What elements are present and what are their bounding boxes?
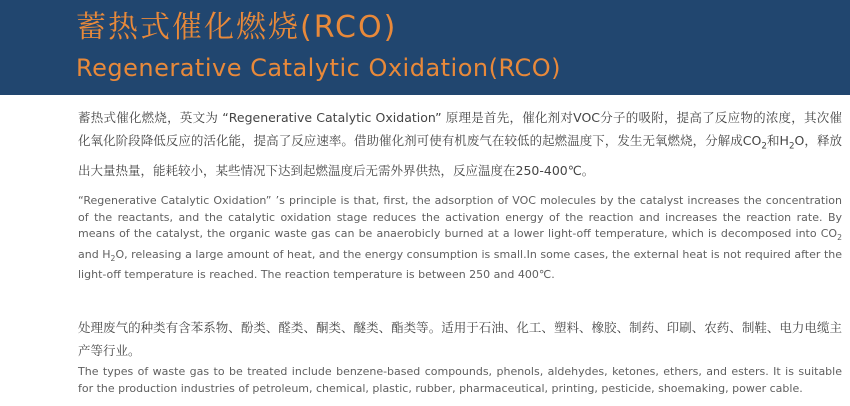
intro-cn-text-1: 蓄热式催化燃烧，英文为 “Regenerative Catalytic Oxidation” 原理是首先，催化剂对VOC分子的吸附，提高了反应物的浓度，其次催化氧化阶段降低反应的活化能，提高了反应速率。借助催化剂可使有机废气在较低的起燃温度下，发生无氧燃烧，分解成CO [78, 110, 842, 148]
co2-subscript-en: 2 [837, 233, 842, 243]
title-english: Regenerative Catalytic Oxidation(RCO) [76, 54, 561, 82]
intro-en-text-3: O, releasing a large amount of heat, and the energy consumption is small.In some cases, the external heat is not required after the light-off temperature is reached. The reaction temperature is between 250 and 400℃. [78, 247, 843, 282]
intro-paragraph-chinese [78, 106, 842, 182]
intro-cn-text-3: O，释放出大量热量，能耗较小，某些情况下达到起燃温度后无需外界供热，反应温度在250-400℃。 [78, 133, 843, 178]
intro-en-text-1: “Regenerative Catalytic Oxidation” ’s principle is that, first, the adsorption of VOC molecules by the catalyst increases the concentration of the reactants, and the catalytic oxidation stage reduces the activation energy of the reaction and increases the reaction rate. By means of the catalyst, the organic waste gas can be anaerobicly burned at a lower light-off temperature, which is decomposed into CO [78, 194, 842, 240]
co2-subscript: 2 [761, 141, 767, 152]
h2o-subscript: 2 [788, 141, 795, 152]
header-banner [0, 0, 850, 95]
h2o-subscript-en: 2 [110, 253, 116, 263]
intro-en-text-2: and H [78, 247, 111, 261]
intro-cn-text-2: 和H [766, 133, 789, 148]
application-paragraph-chinese: 处理废气的种类有含苯系物、酚类、醛类、酮类、醚类、酯类等。适用于石油、化工、塑料、橡胶、制药、印刷、农药、制鞋、电力电缆主产等行业。 [78, 320, 842, 358]
application-paragraph-english: The types of waste gas to be treated include benzene-based compounds, phenols, aldehydes, ketones, ethers, and esters. It is suitable for the production industries of petroleum, chemical, plastic, rubber, pharmaceutical, printing, pesticide, shoemaking, power cable. [78, 365, 842, 395]
title-chinese: 蓄热式催化燃烧(RCO) [76, 10, 398, 45]
intro-paragraph-english [78, 193, 842, 284]
